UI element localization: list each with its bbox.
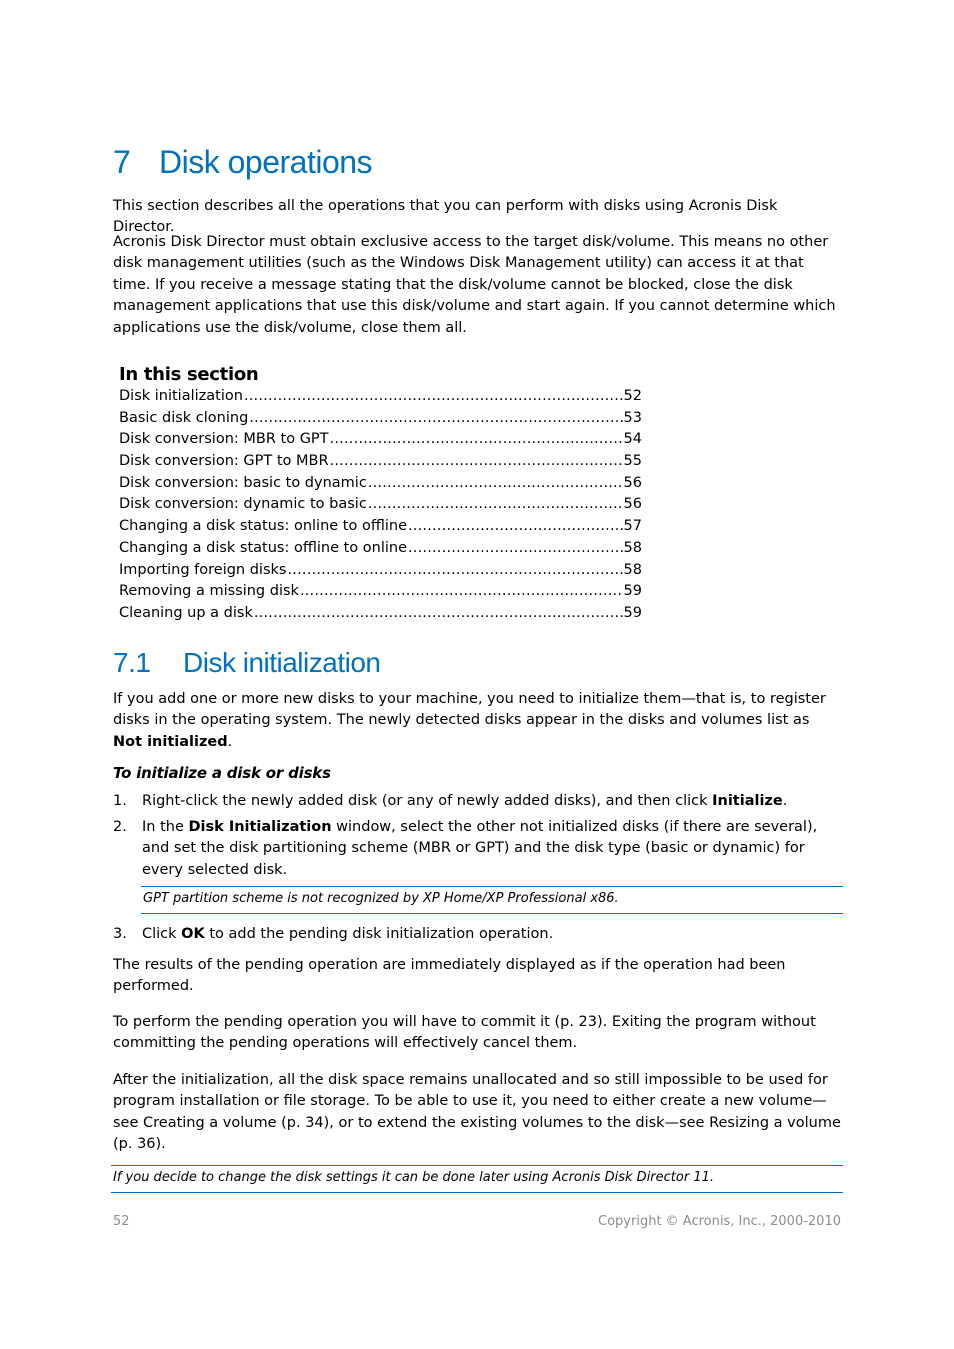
not-initialized-term: Not initialized bbox=[113, 733, 228, 750]
toc-leader bbox=[368, 473, 623, 495]
toc-leader bbox=[244, 386, 623, 408]
toc-entry-page: 59 bbox=[623, 604, 642, 621]
chapter-number: 7 bbox=[113, 144, 131, 180]
step-1-text bbox=[142, 791, 842, 812]
section-number: 7.1 bbox=[113, 647, 151, 678]
toc-entry-page: 56 bbox=[623, 474, 642, 491]
toc-entry-page: 53 bbox=[623, 409, 642, 426]
step-2-text-end: window, select the other not initialized disks (if there are several), and set the disk partitioning scheme (MBR or GPT) and the disk type (basic or dynamic) for every selected disk. bbox=[142, 819, 818, 878]
toc-list bbox=[119, 386, 642, 625]
step-3-text bbox=[142, 924, 842, 945]
step-1-text-end: . bbox=[782, 793, 788, 809]
toc-entry[interactable] bbox=[119, 560, 642, 582]
toc-entry-label: Disk conversion: basic to dynamic bbox=[119, 474, 367, 491]
toc-leader bbox=[300, 581, 623, 603]
toc-entry[interactable] bbox=[119, 603, 642, 625]
toc-leader bbox=[287, 560, 622, 582]
toc-entry-label: Disk conversion: MBR to GPT bbox=[119, 431, 329, 448]
step-3-text-start: Click bbox=[142, 926, 182, 942]
footer-copyright: Copyright © Acronis, Inc., 2000-2010 bbox=[598, 1214, 841, 1229]
toc-entry-page: 57 bbox=[623, 518, 642, 535]
toc-leader bbox=[368, 494, 623, 516]
toc-heading: In this section bbox=[119, 364, 259, 385]
toc-entry-label: Disk initialization bbox=[119, 388, 243, 404]
initialize-command: Initialize bbox=[712, 793, 783, 809]
ok-command: OK bbox=[181, 926, 205, 942]
section-paragraph-1-end: . bbox=[227, 733, 233, 750]
step-2-text-start: In the bbox=[142, 819, 189, 835]
section-heading bbox=[113, 645, 380, 681]
toc-entry-label: Changing a disk status: offline to online bbox=[119, 539, 407, 556]
intro-paragraph-1: This section describes all the operations that you can perform with disks using Acronis Disk Director. bbox=[113, 198, 778, 236]
section-title: Disk initialization bbox=[183, 647, 381, 678]
step-2-number: 2. bbox=[113, 819, 127, 835]
chapter-title: Disk operations bbox=[159, 144, 373, 180]
toc-entry[interactable] bbox=[119, 516, 642, 538]
toc-entry-label: Basic disk cloning bbox=[119, 409, 249, 426]
toc-entry-label: Changing a disk status: online to offline bbox=[119, 518, 407, 535]
section-paragraph-1 bbox=[113, 689, 843, 753]
section-paragraph-3: To perform the pending operation you will have to commit it (p. 23). Exiting the program without committing the pending operations will effectively cancel them. bbox=[113, 1014, 816, 1052]
section-paragraph-4: After the initialization, all the disk space remains unallocated and so still impossible to be used for program installation or file storage. To be able to use it, you need to either create a new volume—see Creating a volume (p. 34), or to extend the existing volumes to the disk—see Resizing a volume (p. 36). bbox=[113, 1072, 841, 1153]
toc-leader bbox=[254, 603, 623, 625]
step-1-text-start: Right-click the newly added disk (or any of newly added disks), and then click bbox=[142, 793, 713, 809]
step-3-number: 3. bbox=[113, 926, 127, 942]
toc-leader bbox=[408, 538, 623, 560]
toc-entry[interactable] bbox=[119, 386, 642, 408]
section-paragraph-1-text: If you add one or more new disks to your machine, you need to initialize them—that is, to register disks in the operating system. The newly detected disks appear in the disks and volumes list as bbox=[113, 691, 826, 729]
toc-entry-label: Removing a missing disk bbox=[119, 583, 299, 600]
note-gpt: GPT partition scheme is not recognized by XP Home/XP Professional x86. bbox=[141, 886, 843, 914]
footer-page-number: 52 bbox=[113, 1214, 130, 1229]
toc-entry-page: 54 bbox=[623, 431, 642, 448]
toc-entry-page: 56 bbox=[623, 496, 642, 513]
toc-entry-label: Disk conversion: dynamic to basic bbox=[119, 496, 367, 513]
toc-entry[interactable] bbox=[119, 473, 642, 495]
toc-entry[interactable] bbox=[119, 429, 642, 451]
toc-entry[interactable] bbox=[119, 581, 642, 603]
toc-entry-page: 58 bbox=[623, 561, 642, 578]
step-1-number: 1. bbox=[113, 793, 127, 809]
toc-entry-page: 59 bbox=[623, 583, 642, 600]
section-paragraph-2: The results of the pending operation are immediately displayed as if the operation had been performed. bbox=[113, 957, 786, 995]
toc-entry[interactable] bbox=[119, 494, 642, 516]
toc-leader bbox=[249, 408, 622, 430]
toc-entry-page: 58 bbox=[623, 539, 642, 556]
chapter-heading bbox=[113, 142, 372, 182]
toc-leader bbox=[330, 451, 623, 473]
toc-entry-page: 52 bbox=[623, 388, 642, 404]
procedure-title: To initialize a disk or disks bbox=[113, 764, 331, 782]
note-change-settings: If you decide to change the disk settings it can be done later using Acronis Disk Director 11. bbox=[111, 1165, 843, 1193]
intro-paragraph-2: Acronis Disk Director must obtain exclusive access to the target disk/volume. This means no other disk management utilities (such as the Windows Disk Management utility) can access it at that time. If you receive a message stating that the disk/volume cannot be blocked, close the disk management applications that use this disk/volume and start again. If you cannot determine which applications use the disk/volume, close them all. bbox=[113, 234, 836, 336]
toc-leader bbox=[330, 429, 623, 451]
toc-entry[interactable] bbox=[119, 451, 642, 473]
step-3-text-end: to add the pending disk initialization operation. bbox=[204, 926, 554, 942]
toc-entry-label: Disk conversion: GPT to MBR bbox=[119, 453, 329, 470]
toc-entry-label: Cleaning up a disk bbox=[119, 604, 253, 621]
disk-initialization-window: Disk Initialization bbox=[188, 819, 332, 835]
toc-entry[interactable] bbox=[119, 538, 642, 560]
toc-entry-page: 55 bbox=[623, 453, 642, 470]
step-2-text bbox=[142, 817, 842, 881]
toc-entry[interactable] bbox=[119, 408, 642, 430]
toc-leader bbox=[408, 516, 623, 538]
toc-entry-label: Importing foreign disks bbox=[119, 561, 287, 578]
